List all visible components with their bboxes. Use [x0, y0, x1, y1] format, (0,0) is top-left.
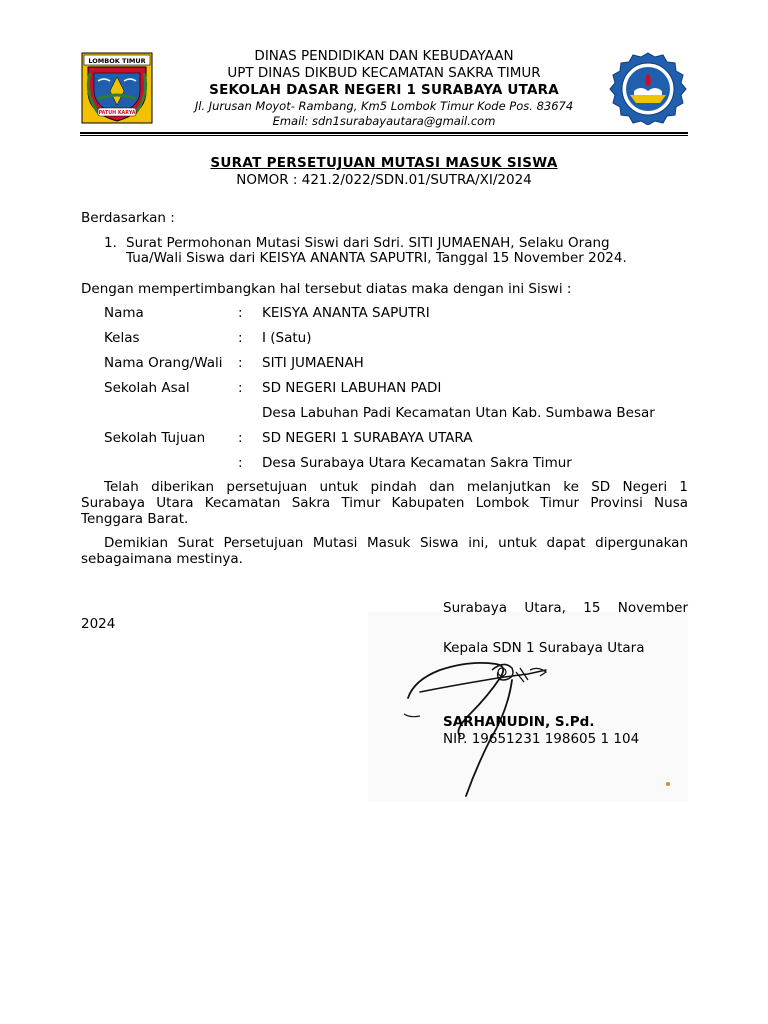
paragraph-1-line-1: Telah diberikan persetujuan untuk pindah dan melanjutkan ke SD Negeri 1 [104, 479, 688, 495]
letterhead-rule-thick [80, 132, 688, 134]
paragraph-2-line-2: sebagaimana mestinya. [81, 551, 243, 567]
field-value: Desa Labuhan Padi Kecamatan Utan Kab. Sumbawa Besar [262, 405, 655, 421]
field-separator: : [238, 355, 243, 371]
berdasarkan-label: Berdasarkan : [81, 210, 175, 226]
field-label: Sekolah Asal [104, 380, 190, 396]
field-label: Sekolah Tujuan [104, 430, 206, 446]
field-label: Kelas [104, 330, 140, 346]
field-separator: : [238, 305, 243, 321]
signer-position: Kepala SDN 1 Surabaya Utara [443, 640, 645, 656]
signing-place-date: Surabaya Utara, 15 November [443, 600, 688, 616]
field-value: SD NEGERI LABUHAN PADI [262, 380, 442, 396]
paragraph-2-line-1: Demikian Surat Persetujuan Mutasi Masuk Siswa ini, untuk dapat dipergunakan [104, 535, 688, 551]
paragraph-1-line-2: Surabaya Utara Kecamatan Sakra Timur Kabupaten Lombok Timur Provinsi Nusa [81, 495, 688, 511]
field-separator: : [238, 330, 243, 346]
letter-title-block [80, 155, 688, 189]
svg-text:PATUH KARYA: PATUH KARYA [98, 111, 136, 116]
paragraph-1-line-3: Tenggara Barat. [81, 511, 189, 527]
field-row-kelas [104, 330, 688, 348]
field-separator: : [238, 380, 243, 396]
field-row-sekolah-tujuan-address [104, 455, 688, 473]
letterhead-rule-thin [80, 135, 688, 136]
intro-text: Dengan mempertimbangkan hal tersebut diatas maka dengan ini Siswi : [81, 281, 572, 297]
school-name: SEKOLAH DASAR NEGERI 1 SURABAYA UTARA [209, 82, 559, 98]
letter-title: SURAT PERSETUJUAN MUTASI MASUK SISWA [210, 155, 558, 171]
field-row-wali [104, 355, 688, 373]
field-row-sekolah-asal [104, 380, 688, 398]
field-value: SITI JUMAENAH [262, 355, 364, 371]
list-item-line-1: Surat Permohonan Mutasi Siswi dari Sdri. SITI JUMAENAH, Selaku Orang [126, 235, 610, 251]
letterhead-text [164, 48, 604, 128]
school-email: Email: sdn1surabayautara@gmail.com [272, 114, 496, 128]
list-item-line-2: Tua/Wali Siswa dari KEISYA ANANTA SAPUTRI, Tanggal 15 November 2024. [126, 250, 627, 266]
upt-name: UPT DINAS DIKBUD KECAMATAN SAKRA TIMUR [227, 65, 541, 81]
field-value: SD NEGERI 1 SURABAYA UTARA [262, 430, 473, 446]
field-label: Nama [104, 305, 144, 321]
svg-text:LOMBOK TIMUR: LOMBOK TIMUR [88, 57, 146, 65]
field-value: I (Satu) [262, 330, 312, 346]
signer-nip: NIP. 19651231 198605 1 104 [443, 731, 640, 747]
field-row-sekolah-tujuan [104, 430, 688, 448]
letter-number: NOMOR : 421.2/022/SDN.01/SUTRA/XI/2024 [236, 172, 532, 188]
agency-name: DINAS PENDIDIKAN DAN KEBUDAYAAN [254, 48, 514, 64]
field-separator: : [238, 430, 243, 446]
list-item-number: 1. [104, 235, 117, 251]
field-value: Desa Surabaya Utara Kecamatan Sakra Timur [262, 455, 572, 471]
field-label: Nama Orang/Wali [104, 355, 223, 371]
field-value: KEISYA ANANTA SAPUTRI [262, 305, 430, 321]
ink-dot [666, 782, 670, 786]
tut-wuri-handayani-icon [608, 51, 688, 125]
letterhead [80, 48, 688, 134]
school-address: Jl. Jurusan Moyot- Rambang, Km5 Lombok Timur Kode Pos. 83674 [194, 99, 574, 113]
field-row-nama [104, 305, 688, 323]
field-separator: : [238, 455, 243, 471]
signing-year: 2024 [81, 616, 116, 632]
field-row-sekolah-asal-address [104, 405, 688, 423]
regency-crest-icon [80, 51, 154, 125]
signer-name: SARHANUDIN, S.Pd. [443, 714, 595, 730]
